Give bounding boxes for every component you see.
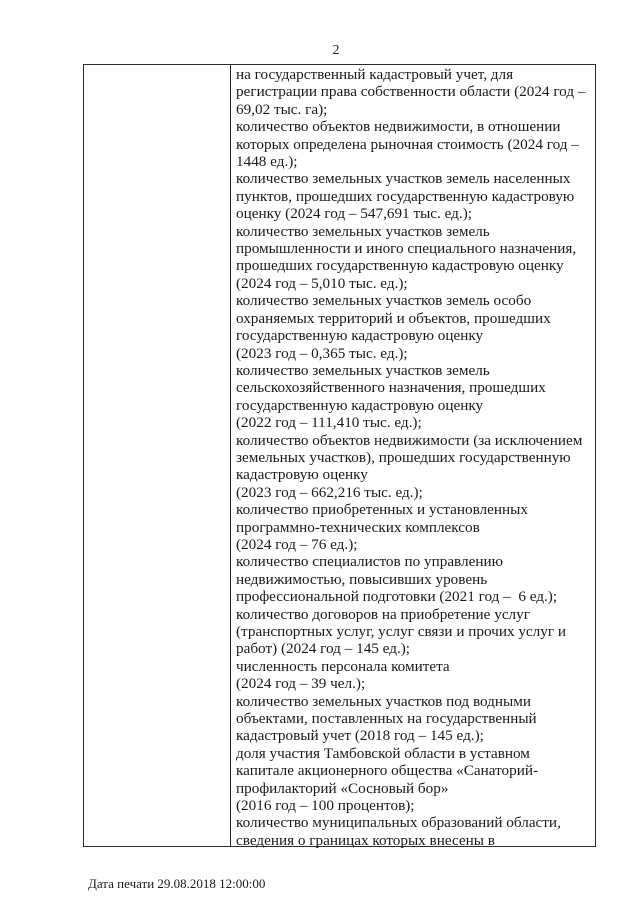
- text-line: кадастровую оценку: [236, 466, 368, 484]
- text-line: кадастровый учет (2018 год – 145 ед.);: [236, 727, 484, 745]
- table-left-cell: [84, 65, 231, 846]
- text-line: капитале акционерного общества «Санаторий-: [236, 762, 539, 780]
- text-line: которых определена рыночная стоимость (2024 год –: [236, 135, 579, 153]
- text-line: доля участия Тамбовской области в уставном: [236, 744, 530, 762]
- text-line: (2024 год – 39 чел.);: [236, 675, 366, 693]
- text-line: численность персонала комитета: [236, 657, 450, 675]
- text-line: количество земельных участков земель: [236, 361, 490, 379]
- text-line: программно-технических комплексов: [236, 518, 480, 536]
- document-table: [83, 64, 596, 847]
- text-line: работ) (2024 год – 145 ед.);: [236, 640, 411, 658]
- text-line: количество приобретенных и установленных: [236, 501, 528, 519]
- text-line: государственную кадастровую оценку: [236, 327, 484, 345]
- text-line: профилакторий «Сосновый бор»: [236, 779, 449, 797]
- text-line: регистрации права собственности области (2024 год –: [236, 83, 586, 101]
- text-line: пунктов, прошедших государственную кадастровую: [236, 187, 575, 205]
- text-line: государственную кадастровую оценку: [236, 396, 484, 414]
- text-line: охраняемых территорий и объектов, прошедших: [236, 309, 551, 327]
- text-line: объектами, поставленных на государственный: [236, 710, 537, 728]
- text-line: на государственный кадастровый учет, для: [236, 66, 514, 83]
- text-line: (2022 год – 111,410 тыс. ед.);: [236, 414, 422, 432]
- text-line: земельных участков), прошедших государственную: [236, 448, 571, 466]
- text-line: (транспортных услуг, услуг связи и прочих услуг и: [236, 623, 566, 640]
- table-right-cell: [236, 66, 589, 849]
- text-line: недвижимостью, повысивших уровень: [236, 570, 488, 588]
- text-line: количество специалистов по управлению: [236, 553, 503, 571]
- text-line: (2016 год – 100 процентов);: [236, 797, 415, 815]
- text-line: количество земельных участков земель особо: [236, 292, 532, 310]
- text-line: количество договоров на приобретение услуг: [236, 605, 530, 623]
- text-line: 69,02 тыс. га);: [236, 100, 328, 118]
- text-line: промышленности и иного специального назначения,: [236, 240, 577, 258]
- text-line: сельскохозяйственного назначения, прошедших: [236, 379, 546, 397]
- page-number: 2: [332, 43, 340, 58]
- text-line: (2023 год – 0,365 тыс. ед.);: [236, 344, 408, 362]
- text-line: количество муниципальных образований области,: [236, 814, 561, 832]
- text-line: 1448 ед.);: [236, 153, 298, 171]
- text-line: количество объектов недвижимости, в отношении: [236, 118, 561, 136]
- print-date-footer: Дата печати 29.08.2018 12:00:00: [88, 876, 266, 891]
- text-line: количество земельных участков земель: [236, 222, 490, 240]
- text-line: профессиональной подготовки (2021 год – 6 ед.);: [236, 588, 558, 606]
- text-line: (2024 год – 76 ед.);: [236, 535, 358, 553]
- text-line: оценку (2024 год – 547,691 тыс. ед.);: [236, 205, 472, 223]
- text-line: (2024 год – 5,010 тыс. ед.);: [236, 274, 408, 292]
- text-line: (2023 год – 662,216 тыс. ед.);: [236, 483, 423, 501]
- text-line: количество земельных участков под водными: [236, 692, 531, 710]
- text-line: количество объектов недвижимости (за исключением: [236, 431, 583, 449]
- text-line: прошедших государственную кадастровую оценку: [236, 257, 564, 275]
- text-line: сведения о границах которых внесены в: [236, 831, 495, 849]
- text-line: количество земельных участков земель населенных: [236, 170, 571, 188]
